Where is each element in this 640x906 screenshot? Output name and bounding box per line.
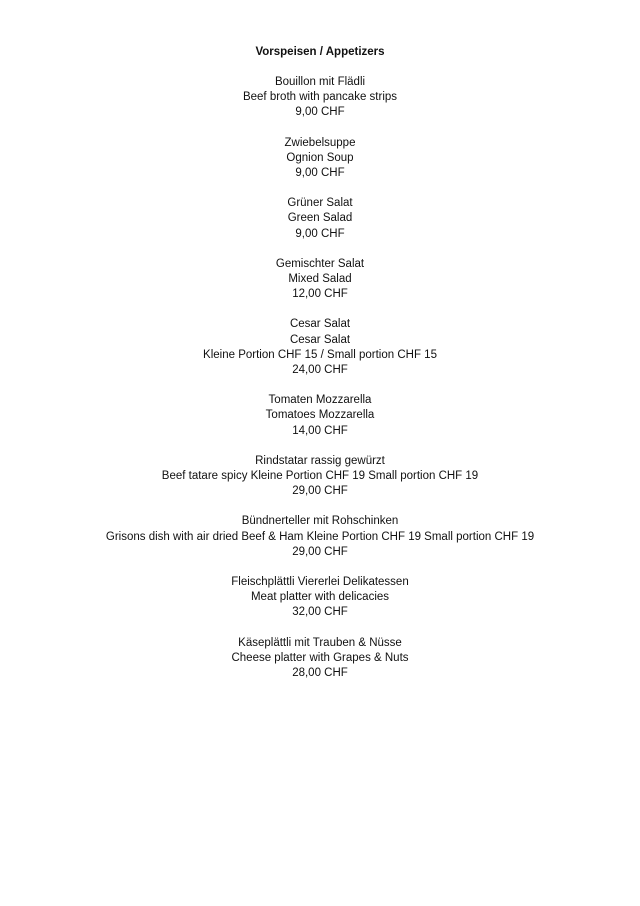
menu-item-kaeseplaettli [0,636,640,682]
item-name-de: Gemischter Salat [275,257,365,270]
item-price: 12,00 CHF [292,288,348,301]
menu-item-fleischplaettli [0,575,640,621]
item-price: 28,00 CHF [292,667,348,680]
item-name-en: Green Salad [287,212,353,225]
menu-item-bouillon [0,75,640,121]
menu-item-cesar-salat [0,317,640,378]
item-name-en: Mixed Salad [288,273,352,286]
item-name-en: Beef tatare spicy Kleine Portion CHF 19 Small portion CHF 19 [161,470,479,483]
item-name-de: Tomaten Mozzarella [268,394,372,407]
menu-item-gemischter-salat [0,257,640,303]
item-name-en: Tomatoes Mozzarella [265,409,375,422]
menu-item-gruener-salat [0,196,640,242]
item-name-en: Cesar Salat [289,333,351,346]
item-price: 32,00 CHF [292,606,348,619]
item-price: 14,00 CHF [292,424,348,437]
item-name-de: Fleischplättli Viererlei Delikatessen [231,576,409,589]
item-name-de: Zwiebelsuppe [284,136,356,149]
item-price: 29,00 CHF [292,545,348,558]
item-name-de: Grüner Salat [287,197,353,210]
item-price: 24,00 CHF [292,364,348,377]
item-name-en: Ognion Soup [286,151,354,164]
item-name-de: Käseplättli mit Trauben & Nüsse [238,636,402,649]
item-portion-note: Kleine Portion CHF 15 / Small portion CHF 15 [203,348,437,361]
menu-item-tomaten-mozzarella [0,393,640,439]
menu-item-rindstatar [0,454,640,500]
item-name-en: Beef broth with pancake strips [242,91,398,104]
item-name-de: Bündnerteller mit Rohschinken [241,515,399,528]
section-heading: Vorspeisen / Appetizers [255,46,385,58]
item-name-en: Meat platter with delicacies [250,591,390,604]
item-name-de: Rindstatar rassig gewürzt [255,454,385,467]
menu-item-buendnerteller [0,514,640,560]
item-price: 9,00 CHF [295,106,345,119]
item-price: 29,00 CHF [292,485,348,498]
item-price: 9,00 CHF [295,227,345,240]
item-name-de: Cesar Salat [289,318,351,331]
item-name-en: Grisons dish with air dried Beef & Ham Kleine Portion CHF 19 Small portion CHF 19 [105,530,535,543]
item-name-en: Cheese platter with Grapes & Nuts [231,651,409,664]
item-name-de: Bouillon mit Flädli [274,76,366,88]
menu-item-zwiebelsuppe [0,136,640,182]
menu-list [0,75,640,681]
item-price: 9,00 CHF [295,167,345,180]
